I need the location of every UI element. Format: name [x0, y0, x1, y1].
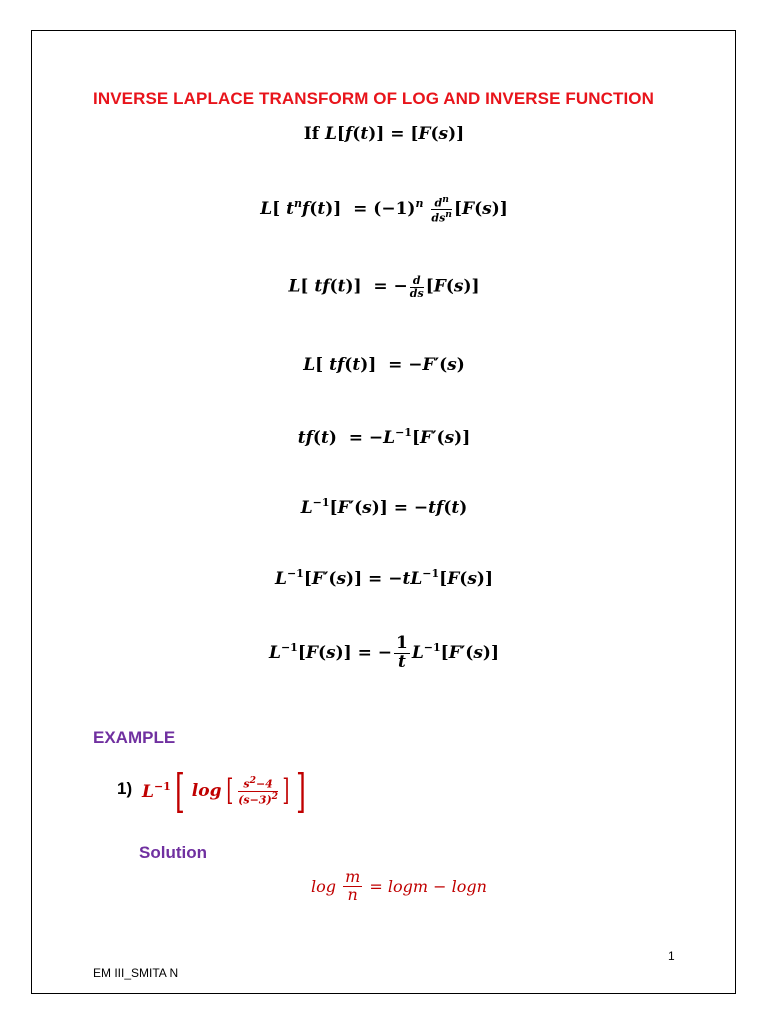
equation-inverse-derivative: $L^{-1}[F'(s)] = -tf(t)$ — [300, 496, 468, 518]
equation-negative-derivative: L[ tf(t)] = −F′(s) — [303, 355, 465, 375]
solution-equation: log $\frac{m}{n}$ = logm − logn — [311, 866, 487, 904]
example-number: 1) — [117, 779, 133, 798]
page-number: 1 — [668, 949, 675, 963]
equation-inverse-substitution: $L^{-1}[F'(s)] = -tL^{-1}[F(s)]$ — [274, 567, 493, 589]
equation-inverse-result: $L^{-1}[F(s)]$ = − $\frac{1}{t}$ $L^{-1}[F'(s)]$ — [269, 633, 499, 672]
example-expression: $L^{-1}$ [ log [ $\frac{s^2-4}{(s-3)^2}$ ] ] — [142, 764, 306, 818]
equation-first-derivative: L[ tf(t)] = − $\frac{d}{ds}$ [F(s)] — [288, 274, 480, 300]
solution-heading: Solution — [139, 843, 207, 862]
footer-text: EM III_SMITA N — [93, 966, 179, 980]
equation-tft: $tf(t) = -L^{-1}[F'(s)]$ — [297, 426, 471, 448]
equation-definition: If L[f(t)] = [F(s)] — [303, 124, 465, 144]
page-title: INVERSE LAPLACE TRANSFORM OF LOG AND INVERSE FUNCTION — [93, 89, 654, 108]
example-heading: EXAMPLE — [93, 728, 176, 747]
equation-nth-derivative: L[ $t^nf(t)] = (-1)^n$ $\frac{d^n}{ds^n}$ [F(s)] — [260, 194, 508, 225]
